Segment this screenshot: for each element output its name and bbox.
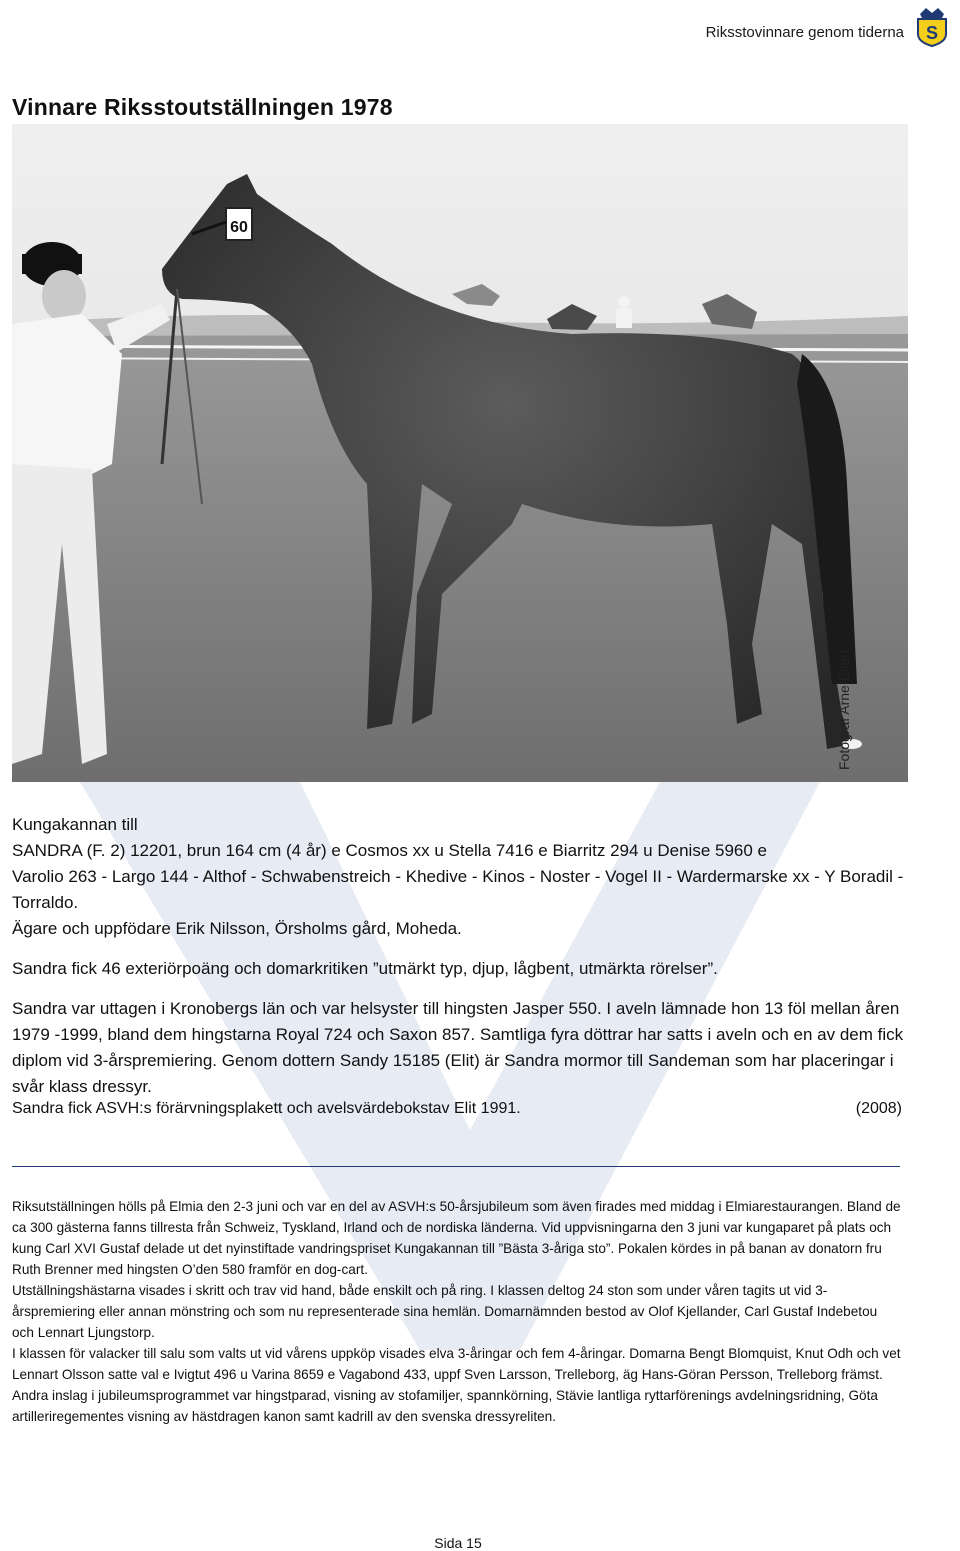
year-note: (2008): [855, 1100, 902, 1117]
owner-breeder: Ägare och uppfödare Erik Nilsson, Örsholms gård, Moheda.: [12, 919, 462, 938]
page-number: Sida 15: [434, 1535, 482, 1551]
ashb-crest-icon: [912, 4, 952, 48]
judging-result: Sandra fick 46 exteriörpoäng och domarkritiken ”utmärkt typ, djup, lågbent, utmärkta rörelser”.: [12, 959, 718, 978]
notes-paragraph: Riksutställningen hölls på Elmia den 2-3 juni och var en del av ASVH:s 50-årsjubileum som även firades med middag i Elmiarestaurangen. Bland de ca 300 gästerna fanns tillresta från Schweiz, Tyskland, Irland och de nordiska länderna. Vid uppvisningarna den 3 juni var kungaparet på plats och kung Carl XVI Gustaf delade ut det nyinstiftade vandringspriset Kungakannan till ”Bästa 3-åriga sto”. Pokalen kördes in på banan av donatorn fru Ruth Brenner med hingsten O’den 580 framför en dog-cart.: [12, 1199, 901, 1277]
event-notes: [12, 1196, 902, 1427]
notes-paragraph: I klassen för valacker till salu som valts ut vid vårens uppköp visades elva 3-åringar och fem 4-åringar. Domarna Bengt Blomquist, Knut Odh och vet Lennart Olsson satte val e Ivigtut 496 u Varina 8659 e Vagabond 433, uppf Sven Larsson, Trelleborg, äg Hans-Göran Persson, Trelleborg främst.: [12, 1346, 901, 1382]
award-line: Kungakannan till: [12, 815, 138, 834]
main-description: [12, 812, 912, 1118]
running-header: Riksstovinnare genom tiderna: [705, 24, 904, 41]
number-tag: 60: [230, 219, 248, 236]
crest-letter: S: [925, 23, 939, 43]
notes-paragraph: Andra inslag i jubileumsprogrammet var hingstparad, visning av stofamiljer, spannkörning, Stävie lantliga ryttarförenings avdelningsridning, Göta artilleriregementes visning av hästdragen kanon samt kadrill av den svenska dressyreliten.: [12, 1388, 878, 1424]
notes-paragraph: Utställningshästarna visades i skritt och trav vid hand, både enskilt och på ring. I klassen deltog 24 ston som under våren tagits ut vid 3-årspremiering eller annan mönstring och som nu representerade sina hemlän. Domarnämnden bestod av Olof Kjellander, Carl Gustaf Indebetou och Lennart Ljungstorp.: [12, 1283, 878, 1340]
horse-show-photo: [12, 124, 908, 782]
breeding-record: Sandra var uttagen i Kronobergs län och var helsyster till hingsten Jasper 550. I aveln lämnade hon 13 föl mellan åren 1979 -1999, bland dem hingstarna Royal 724 och Saxon 857. Samtliga fyra döttrar har satts i aveln och en av dem fick diplom vid 3-årspremiering. Genom dottern Sandy 15185 (Elit) är Sandra mormor till Sandeman som har placeringar i svår klass dressyr.: [12, 999, 904, 1096]
page-title: Vinnare Riksstoutställningen 1978: [12, 94, 393, 120]
pedigree: Varolio 263 - Largo 144 - Althof - Schwabenstreich - Khedive - Kinos - Noster - Vogel II - Wardermarske xx - Y Boradil - Torraldo.: [12, 867, 904, 912]
section-divider: [12, 1166, 900, 1167]
award-text: Sandra fick ASVH:s förärvningsplakett och avelsvärdebokstav Elit 1991.: [12, 1100, 521, 1117]
horse-identification: SANDRA (F. 2) 12201, brun 164 cm (4 år) e Cosmos xx u Stella 7416 e Biarritz 294 u Denise 5960 e: [12, 841, 767, 860]
photo-credit: Fotograf Arne Eilert: [836, 649, 852, 770]
